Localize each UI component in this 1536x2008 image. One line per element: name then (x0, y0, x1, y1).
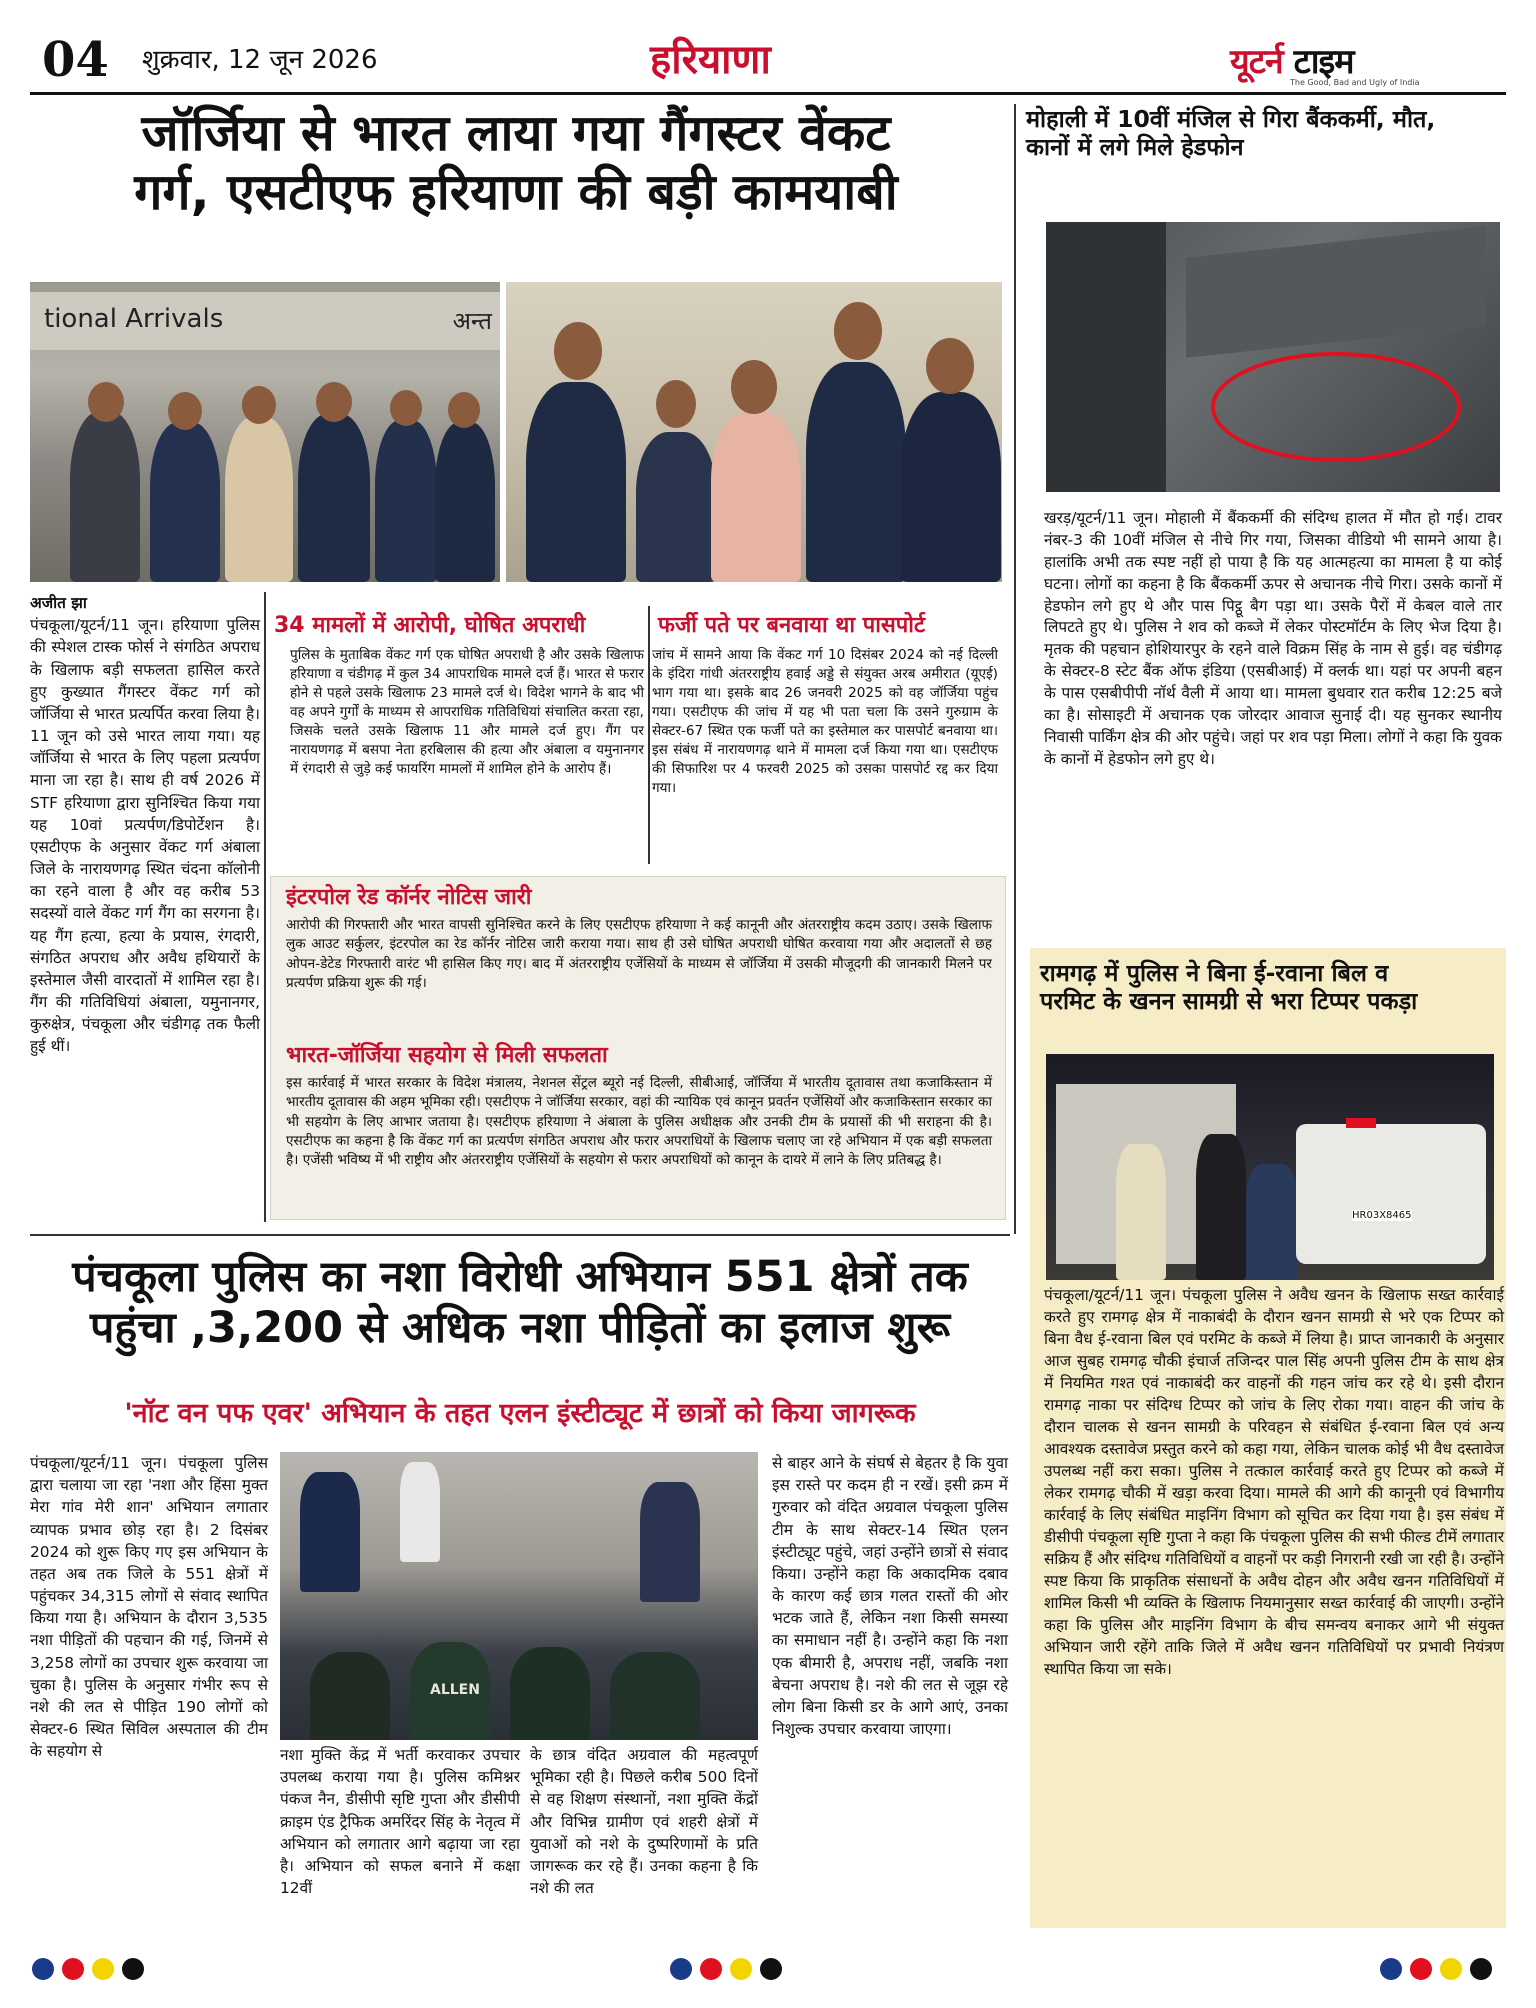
sub3-text: आरोपी की गिरफ्तारी और भारत वापसी सुनिश्चित करने के लिए एसटीएफ हरियाणा ने कई कानूनी और अंतरराष्ट्रीय कदम उठाए। उसके खिलाफ लुक आउट सर्कुलर, इंटरपोल का रेड कॉर्नर नोटिस जारी कराया गया। साथ ही उसे घोषित अपराधी घोषित करवाया गया और अदालतों से छह ओपन-डेटेड गिरफ्तारी वारंट भी हासिल किए गए। बाद में अंतरराष्ट्रीय एजेंसियों के माध्यम से जॉर्जिया में उसकी मौजूदगी की जानकारी मिलने पर प्रत्यर्पण प्रक्रिया शुरू की गई। (286, 917, 992, 991)
ramgarh-headline: रामगढ़ में पुलिस ने बिना ई-रवाना बिल व परमिट के खनन सामग्री से भरा टिप्पर पकड़ा (1040, 959, 1418, 1015)
color-dot (760, 1958, 782, 1980)
section-title: हरियाणा (650, 37, 771, 83)
color-dot (122, 1958, 144, 1980)
color-dot (1470, 1958, 1492, 1980)
georgia-col1: अजीत झा पंचकूला/यूटर्न/11 जून। हरियाणा पुलिस की स्पेशल टास्क फोर्स ने संगठित अपराध के खिलाफ बड़ी सफलता हासिल करते हुए कुख्यात गैंगस्टर वेंकट गर्ग को जॉर्जिया से भारत प्रत्यर्पित करवा लिया है। 11 जून को उसे भारत लाया गया। यह जॉर्जिया से भारत के लिए पहला प्रत्यर्पण माना जा रहा है। साथ ही वर्ष 2026 में STF हरियाणा द्वारा सुनिश्चित किया गया यह 10वां प्रत्यर्पण/डिपोर्टेशन है। एसटीएफ के अनुसार वेंकट गर्ग अंबाला जिले के नारायणगढ़ स्थित चंदना कॉलोनी का रहने वाला है और वह करीब 53 सदस्यों वाले वेंकट गर्ग गैंग का सरगना है। यह गैंग हत्या, हत्या के प्रयास, रंगदारी, संगठित अपराध और अवैध हथियारों के इस्तेमाल जैसी वारदातों में शामिल रहा है। गैंग की गतिविधियां अंबाला, यमुनानगर, कुरुक्षेत्र, पंचकूला और चंडीगढ़ तक फैली हुई थीं। (30, 594, 260, 1056)
sub1-text: पुलिस के मुताबिक वेंकट गर्ग एक घोषित अपराधी है और उसके खिलाफ हरियाणा व चंडीगढ़ में कुल 34 आपराधिक मामले दर्ज हैं। भारत से फरार होने से पहले उसके खिलाफ 23 मामले दर्ज थे। विदेश भागने के बाद भी वह अपने गुर्गों के माध्यम से आपराधिक गतिविधियां संचालित करता रहा, जिसके चलते उसके खिलाफ 11 और मामले दर्ज हुए। गैंग पर नारायणगढ़ में बसपा नेता हरबिलास की हत्या और अंबाला व यमुनानगर में रंगदारी से जुड़े कई फायरिंग मामलों में शामिल होने के आरोप हैं। (290, 647, 644, 778)
tshirt-text: ALLEN (430, 1682, 480, 1698)
panchkula-col2: नशा मुक्ति केंद्र में भर्ती करवाकर उपचार उपलब्ध कराया गया है। पुलिस कमिश्नर पंकज नैन, डीसीपी सृष्टि गुप्ता और डीसीपी क्राइम एंड ट्रैफिक अमरिंदर सिंह के नेतृत्व में अभियान को लगातार आगे बढ़ाया जा रहा है। अभियान को सफल बनाने में कक्षा 12वीं (280, 1746, 520, 1898)
header-rule (30, 92, 1506, 95)
color-dot (62, 1958, 84, 1980)
footer-dots-left (32, 1958, 144, 1980)
color-dot (700, 1958, 722, 1980)
photo-stf-team (506, 282, 1002, 582)
sub3-head: इंटरपोल रेड कॉर्नर नोटिस जारी (286, 885, 532, 910)
sub2-head: फर्जी पते पर बनवाया था पासपोर्ट (658, 613, 926, 638)
number-plate: HR03X8465 (1352, 1210, 1412, 1221)
logo-second: टाइम (1293, 42, 1354, 82)
color-dot (1440, 1958, 1462, 1980)
sub1-head: 34 मामलों में आरोपी, घोषित अपराधी (274, 613, 586, 638)
page-date: शुक्रवार, 12 जून 2026 (142, 45, 378, 75)
color-dot (1380, 1958, 1402, 1980)
byline: अजीत झा (30, 594, 87, 612)
page-number: 04 (42, 32, 109, 88)
masthead (30, 30, 1506, 90)
georgia-headline: जॉर्जिया से भारत लाया गया गैंगस्टर वेंकट गर्ग, एसटीएफ हरियाणा की बड़ी कामयाबी (134, 104, 898, 221)
color-dot (730, 1958, 752, 1980)
column-rule (1014, 104, 1016, 1234)
panchkula-col3: के छात्र वंदित अग्रवाल की महत्वपूर्ण भूमिका रही है। पिछले करीब 500 दिनों से वह शिक्षण संस्थानों, नशा मुक्ति केंद्रों और विभिन्न ग्रामीण एवं शहरी क्षेत्रों में युवाओं को नशे के दुष्परिणामों के प्रति जागरूक कर रहे हैं। उनका कहना है कि नशे की लत (530, 1746, 758, 1898)
column-rule (264, 592, 266, 1222)
sub4-head: भारत-जॉर्जिया सहयोग से मिली सफलता (286, 1043, 608, 1068)
color-dot (670, 1958, 692, 1980)
highlight-circle (1211, 352, 1461, 462)
mohali-headline: मोहाली में 10वीं मंजिल से गिरा बैंककर्मी, मौत, कानों में लगे मिले हेडफोन (1026, 105, 1436, 161)
footer-dots-center (670, 1958, 782, 1980)
photo-airport-arrival: tional Arrivals अन्त (30, 282, 500, 582)
panchkula-col4: से बाहर आने के संघर्ष से बेहतर है कि युवा इस रास्ते पर कदम ही न रखें। इसी क्रम में गुरुवार को वंदित अग्रवाल पंचकूला पुलिस टीम के साथ सेक्टर-14 स्थित एलन इंस्टीट्यूट पहुंचे, जहां उन्होंने छात्रों से संवाद किया। उन्होंने कहा कि अकादमिक दबाव के कारण कई छात्र गलत रास्तों की ओर भटक जाते हैं, लेकिन नशा किसी समस्या का समाधान नहीं है। उन्होंने कहा कि नशा एक बीमारी है, अपराध नहीं, जबकि नशा बेचना अपराध है। नशे की लत से जूझ रहे लोग बिना किसी डर के आगे आएं, उनका निशुल्क उपचार करवाया जाएगा। (772, 1454, 1008, 1739)
newspaper-logo (1230, 30, 1506, 90)
color-dot (32, 1958, 54, 1980)
photo-cctv-still (1046, 222, 1500, 492)
logo-main: यूटर्न (1230, 42, 1283, 82)
sub4-text: इस कार्रवाई में भारत सरकार के विदेश मंत्रालय, नेशनल सेंट्रल ब्यूरो नई दिल्ली, सीबीआई, जॉर्जिया में भारतीय दूतावास तथा कजाकिस्तान में भारतीय दूतावास की अहम भूमिका रही। एसटीएफ ने जॉर्जिया सरकार, वहां की न्यायिक एवं कानून प्रवर्तन एजेंसियों और कजाकिस्तान सरकार का भी सहयोग के लिए आभार जताया है। एसटीएफ हरियाणा ने अंबाला के पुलिस अधीक्षक और उनकी टीम के प्रयासों की भी सराहना की है। एसटीएफ का कहना है कि वेंकट गर्ग का प्रत्यर्पण संगठित अपराध और फरार अपराधियों के खिलाफ चलाए जा रहे अभियान में एक बड़ी सफलता है। एजेंसी भविष्य में भी राष्ट्रीय और अंतरराष्ट्रीय एजेंसियों के सहयोग से फरार अपराधियों को कानून के दायरे में लाने के लिए प्रतिबद्ध है। (286, 1075, 992, 1169)
color-dot (92, 1958, 114, 1980)
sub2-text: जांच में सामने आया कि वेंकट गर्ग 10 दिसंबर 2024 को नई दिल्ली के इंदिरा गांधी अंतरराष्ट्रीय हवाई अड्डे से संयुक्त अरब अमीरात (यूएई) भाग गया था। इसके बाद 26 जनवरी 2025 को वह जॉर्जिया पहुंच गया। एसटीएफ की जांच में यह भी पता चला कि उसने गुरुग्राम के सेक्टर-67 स्थित एक फर्जी पते का इस्तेमाल कर पासपोर्ट बनवाया था। इस संबंध में नारायणगढ़ थाने में मामला दर्ज किया गया था। एसटीएफ की सिफारिश पर 4 फरवरी 2025 को उसका पासपोर्ट रद्द कर दिया गया। (652, 647, 998, 797)
ramgarh-text: पंचकूला/यूटर्न/11 जून। पंचकूला पुलिस ने अवैध खनन के खिलाफ सख्त कार्रवाई करते हुए रामगढ़ क्षेत्र में नाकाबंदी के दौरान खनन सामग्री से भरे एक टिप्पर को बिना वैध ई-रवाना बिल एवं परमिट के कब्जे में लिया है। प्राप्त जानकारी के अनुसार आज सुबह रामगढ़ चौकी इंचार्ज तजिन्दर पाल सिंह अपनी पुलिस टीम के साथ क्षेत्र में नियमित गश्त एवं नाकाबंदी कर वाहनों की गहन जांच कर रहे थे। इसी दौरान रामगढ़ नाका पर संदिग्ध टिप्पर को जांच के लिए रोका गया। वाहन की जांच के दौरान चालक से खनन सामग्री के परिवहन से संबंधित ई-रवाना बिल एवं अन्य आवश्यक दस्तावेज प्रस्तुत करने को कहा गया, लेकिन चालक कोई भी वैध दस्तावेज उपलब्ध नहीं करा सका। पुलिस ने तत्काल कार्रवाई करते हुए टिप्पर को कब्जे में लेकर रामगढ़ चौकी में खड़ा करवा दिया। मामले की आगे की कानूनी एवं विभागीय कार्रवाई के लिए संबंधित माइनिंग विभाग को सूचित कर दिया गया है। इस संबंध में डीसीपी पंचकूला सृष्टि गुप्ता ने कहा कि पंचकूला पुलिस की सभी फील्ड टीमें लगातार सक्रिय हैं और संदिग्ध गतिविधियों व वाहनों पर कड़ी निगरानी रखी जा रही है। उन्होंने स्पष्ट किया कि प्राकृतिक संसाधनों के अवैध दोहन और अवैध खनन गतिविधियों में शामिल किसी भी व्यक्ति के खिलाफ नियमानुसार सख्त कार्रवाई की जाएगी। उन्होंने कहा कि पुलिस और माइनिंग विभाग के बीच समन्वय बनाकर आगे भी संयुक्त अभियान जारी रहेंगे ताकि जिले में अवैध खनन गतिविधियों पर प्रभावी नियंत्रण स्थापित किया जा सके। (1044, 1286, 1504, 1679)
panchkula-subheadline: 'नॉट वन पफ एवर' अभियान के तहत एलन इंस्टीट्यूट में छात्रों को किया जागरूक (124, 1398, 916, 1429)
photo-awareness-session (280, 1452, 758, 1740)
section-rule (30, 1234, 1010, 1236)
airport-sign: tional Arrivals (44, 304, 224, 334)
footer-dots-right (1380, 1958, 1492, 1980)
column-rule (648, 606, 650, 864)
logo-tagline: The Good, Bad and Ugly of India (1290, 78, 1420, 87)
mohali-text: खरड़/यूटर्न/11 जून। मोहाली में बैंककर्मी की संदिग्ध हालत में मौत हो गई। टावर नंबर-3 की 10वीं मंजिल से नीचे गिर गया, जिसका वीडियो भी सामने आया है। हालांकि अभी तक स्पष्ट नहीं हो पाया है कि यह आत्महत्या का मामला है या कोई घटना। लोगों का कहना है कि बैंककर्मी ऊपर से अचानक नीचे गिरा। उसके कानों में हेडफोन लगे हुए थे और पास पिट्ठू बैग पड़ा था। उसके पैरों में केबल वाले तार लिपटते हुए थे। पुलिस ने शव को कब्जे में लेकर पोस्टमॉर्टम के लिए भेज दिया है। मृतक की पहचान होशियारपुर के रहने वाले विक्रम सिंह के नाम से हुई। वह चंडीगढ़ के सेक्टर-8 स्टेट बैंक ऑफ इंडिया (एसबीआई) में क्लर्क था। यहां पर अपनी बहन के पास एसबीपीपी नॉर्थ वैली में आया था। मामला बुधवार रात करीब 12:25 बजे का है। सोसाइटी में अचानक एक जोरदार आवाज सुनाई दी। यह सुनकर स्थानीय निवासी पार्किंग क्षेत्र की ओर पहुंचे। जहां पर शव पड़ा मिला। लोगों ने कहा कि युवक के कानों में हेडफोन लगे हुए थे। (1044, 509, 1502, 768)
panchkula-headline: पंचकूला पुलिस का नशा विरोधी अभियान 551 क्षेत्रों तक पहुंचा ,3,200 से अधिक नशा पीड़ितों का इलाज शुरू (72, 1252, 968, 1353)
panchkula-col1: पंचकूला/यूटर्न/11 जून। पंचकूला पुलिस द्वारा चलाया जा रहा 'नशा और हिंसा मुक्त मेरा गांव मेरी शान' अभियान लगातार व्यापक प्रभाव छोड़ रहा है। 2 दिसंबर 2024 को शुरू किए गए इस अभियान के तहत अब तक जिले के 551 क्षेत्रों में पहुंचकर 34,315 लोगों से संवाद स्थापित किया गया है। अभियान के दौरान 3,535 नशा पीड़ितों की पहचान की गई, जिनमें से 3,258 लोगों का उपचार शुरू करवाया जा चुका है। पुलिस के अनुसार गंभीर रूप से नशे की लत से पीड़ित 190 लोगों को सेक्टर-6 स्थित सिविल अस्पताल की टीम के सहयोग से (30, 1454, 268, 1761)
color-dot (1410, 1958, 1432, 1980)
photo-tipper-seized (1046, 1054, 1494, 1280)
